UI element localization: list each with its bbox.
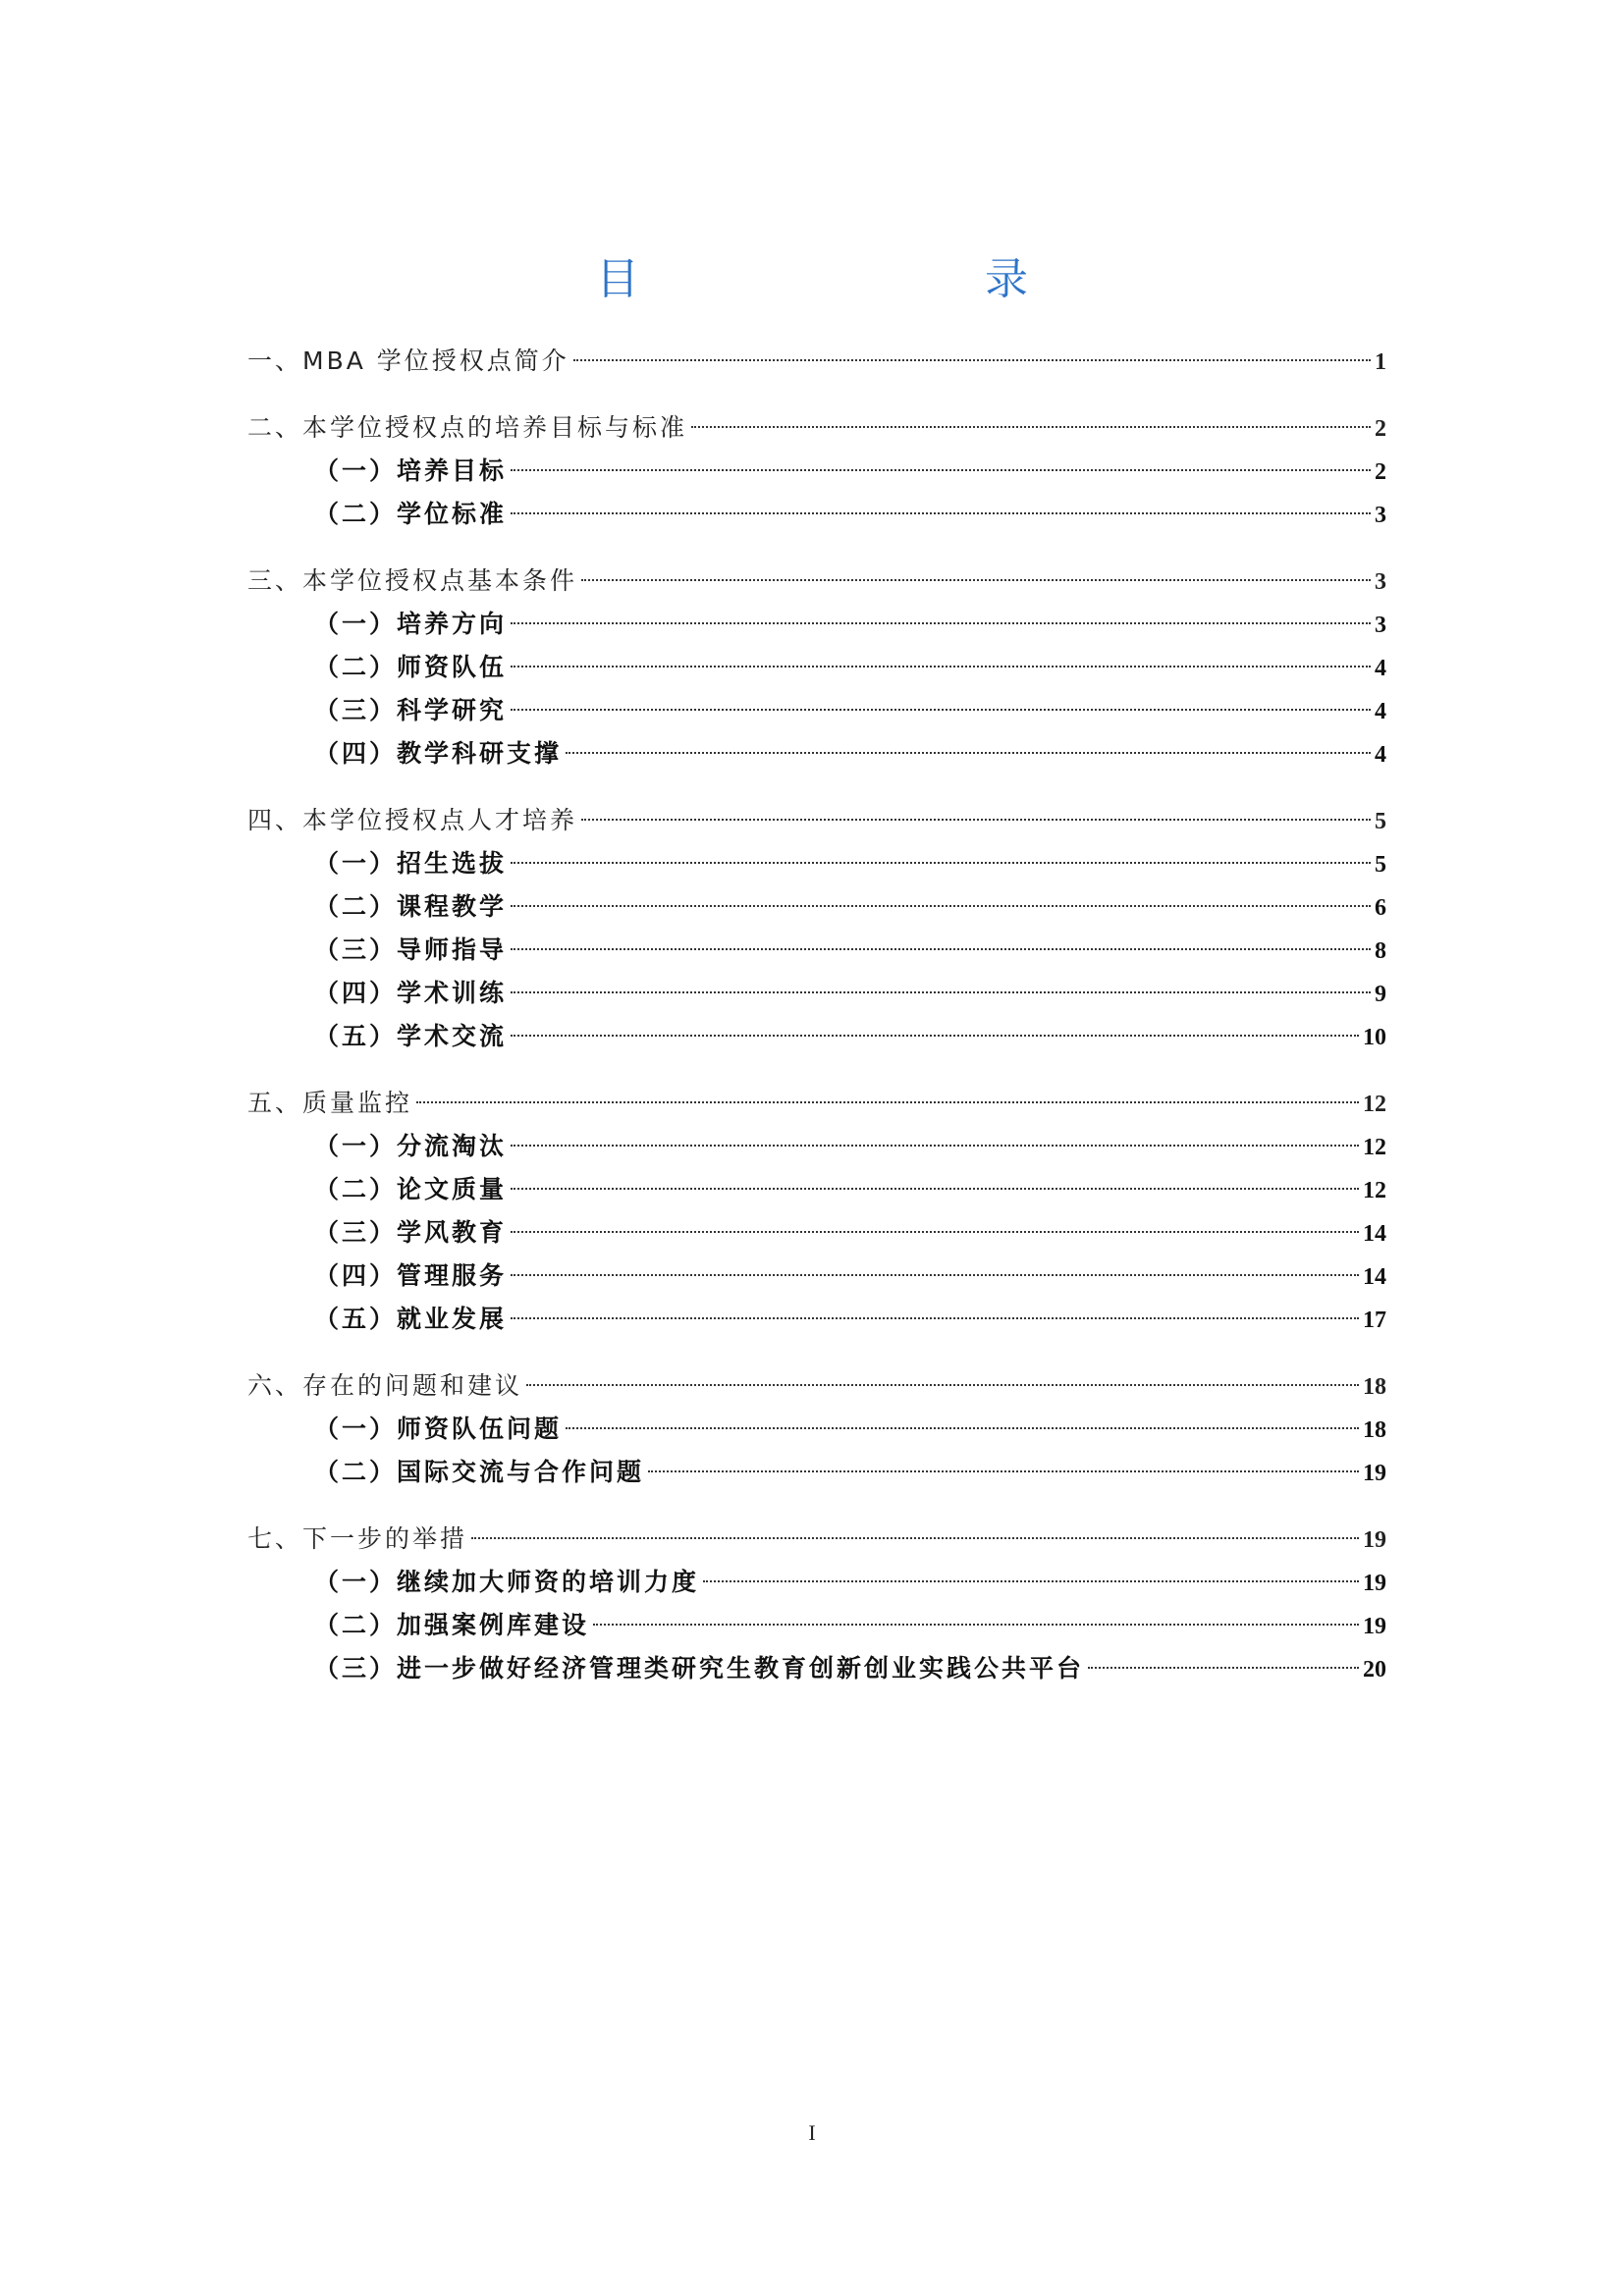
toc-entry-subsection[interactable] xyxy=(247,1125,1386,1168)
dot-leader xyxy=(511,1317,1359,1319)
toc-entry-label: （二）加强案例库建设 xyxy=(314,1611,590,1639)
toc-entry-label: （三）学风教育 xyxy=(314,1218,508,1247)
toc-entry-label: （三）科学研究 xyxy=(314,696,508,724)
toc-entry-subsection[interactable] xyxy=(247,1561,1386,1604)
toc-entry-page-number: 3 xyxy=(1375,569,1386,595)
toc-entry-subsection[interactable] xyxy=(247,1604,1386,1647)
toc-entry-label: 七、下一步的举措 xyxy=(247,1524,468,1553)
toc-entry-page-number: 19 xyxy=(1363,1571,1386,1596)
dot-leader xyxy=(471,1537,1359,1539)
dot-leader xyxy=(511,991,1371,993)
toc-title: 目 录 xyxy=(596,254,1114,304)
toc-section xyxy=(247,406,1386,536)
toc-entry-page-number: 18 xyxy=(1363,1417,1386,1443)
toc-entry-page-number: 3 xyxy=(1375,613,1386,638)
toc-entry-label: （四）学术训练 xyxy=(314,979,508,1007)
toc-entry-page-number: 1 xyxy=(1375,349,1386,375)
dot-leader xyxy=(593,1624,1359,1626)
toc-entry-label: （五）学术交流 xyxy=(314,1022,508,1050)
toc-entry-label: （二）课程教学 xyxy=(314,892,508,921)
toc-entry-label: 三、本学位授权点基本条件 xyxy=(247,566,578,595)
dot-leader xyxy=(648,1470,1359,1472)
dot-leader xyxy=(703,1580,1359,1582)
toc-entry-subsection[interactable] xyxy=(247,1015,1386,1058)
toc-entry-page-number: 19 xyxy=(1363,1527,1386,1553)
toc-entry-subsection[interactable] xyxy=(247,972,1386,1015)
dot-leader xyxy=(573,359,1371,361)
toc-entry-subsection[interactable] xyxy=(247,929,1386,972)
toc-entry-label: （三）进一步做好经济管理类研究生教育创新创业实践公共平台 xyxy=(314,1654,1085,1682)
toc-entry-subsection[interactable] xyxy=(247,732,1386,775)
page-number: I xyxy=(808,2120,816,2145)
toc-entry-subsection[interactable] xyxy=(247,842,1386,885)
toc-entry-subsection[interactable] xyxy=(247,1168,1386,1211)
toc-entry-subsection[interactable] xyxy=(247,646,1386,689)
toc-entry-label: （一）培养方向 xyxy=(314,610,508,638)
toc-entry-label: 二、本学位授权点的培养目标与标准 xyxy=(247,413,688,442)
toc-entry-page-number: 5 xyxy=(1375,809,1386,834)
toc-entry-label: （三）导师指导 xyxy=(314,935,508,964)
dot-leader xyxy=(511,512,1371,514)
toc-entry-label: （五）就业发展 xyxy=(314,1305,508,1333)
dot-leader xyxy=(416,1101,1359,1103)
toc-entry-page-number: 19 xyxy=(1363,1461,1386,1486)
toc-entry-section[interactable] xyxy=(247,1518,1386,1561)
toc-entry-label: 四、本学位授权点人才培养 xyxy=(247,806,578,834)
toc-entry-label: （一）继续加大师资的培训力度 xyxy=(314,1568,700,1596)
toc-entry-page-number: 4 xyxy=(1375,699,1386,724)
dot-leader xyxy=(511,905,1371,907)
dot-leader xyxy=(511,1188,1359,1190)
toc-entry-subsection[interactable] xyxy=(247,493,1386,536)
dot-leader xyxy=(1088,1667,1359,1669)
toc-entry-page-number: 3 xyxy=(1375,503,1386,528)
toc-entry-page-number: 17 xyxy=(1363,1308,1386,1333)
dot-leader xyxy=(581,579,1371,581)
dot-leader xyxy=(511,666,1371,667)
toc-entry-section[interactable] xyxy=(247,1364,1386,1408)
toc-entry-label: （一）培养目标 xyxy=(314,456,508,485)
toc-entry-page-number: 5 xyxy=(1375,852,1386,878)
toc-entry-label: （一）招生选拔 xyxy=(314,849,508,878)
dot-leader xyxy=(526,1384,1359,1386)
toc-entry-subsection[interactable] xyxy=(247,1255,1386,1298)
toc-entry-label: （二）学位标准 xyxy=(314,500,508,528)
toc-entry-subsection[interactable] xyxy=(247,1647,1386,1690)
toc-entry-page-number: 12 xyxy=(1363,1178,1386,1203)
toc-entry-label: （二）师资队伍 xyxy=(314,653,508,681)
toc-entry-page-number: 6 xyxy=(1375,895,1386,921)
toc-entry-page-number: 4 xyxy=(1375,656,1386,681)
dot-leader xyxy=(511,948,1371,950)
toc-entry-page-number: 4 xyxy=(1375,742,1386,768)
toc-entry-page-number: 2 xyxy=(1375,459,1386,485)
toc-entry-label: （二）国际交流与合作问题 xyxy=(314,1458,645,1486)
toc-entry-page-number: 19 xyxy=(1363,1614,1386,1639)
toc-section xyxy=(247,799,1386,1058)
toc-entry-page-number: 8 xyxy=(1375,938,1386,964)
toc-entry-label: （一）分流淘汰 xyxy=(314,1132,508,1160)
toc-entry-subsection[interactable] xyxy=(247,450,1386,493)
toc-entry-section[interactable] xyxy=(247,799,1386,842)
toc-entry-subsection[interactable] xyxy=(247,689,1386,732)
toc-entry-page-number: 12 xyxy=(1363,1135,1386,1160)
dot-leader xyxy=(511,1274,1359,1276)
dot-leader xyxy=(511,622,1371,624)
toc-entry-label: （四）管理服务 xyxy=(314,1261,508,1290)
dot-leader xyxy=(511,1231,1359,1233)
dot-leader xyxy=(691,426,1371,428)
toc-entry-page-number: 9 xyxy=(1375,982,1386,1007)
toc-entry-label: （四）教学科研支撑 xyxy=(314,739,563,768)
toc-section xyxy=(247,340,1386,383)
toc-section xyxy=(247,1364,1386,1494)
toc-entry-subsection[interactable] xyxy=(247,1451,1386,1494)
toc-entry-label: （一）师资队伍问题 xyxy=(314,1415,563,1443)
toc-entry-page-number: 14 xyxy=(1363,1264,1386,1290)
table-of-contents xyxy=(247,340,1386,1714)
dot-leader xyxy=(511,862,1371,864)
toc-entry-section[interactable] xyxy=(247,1082,1386,1125)
dot-leader xyxy=(511,709,1371,711)
toc-entry-page-number: 2 xyxy=(1375,416,1386,442)
toc-entry-label: 六、存在的问题和建议 xyxy=(247,1371,523,1400)
toc-entry-page-number: 12 xyxy=(1363,1092,1386,1117)
toc-section xyxy=(247,1518,1386,1690)
toc-entry-page-number: 18 xyxy=(1363,1374,1386,1400)
toc-entry-subsection[interactable] xyxy=(247,885,1386,929)
toc-entry-subsection[interactable] xyxy=(247,1408,1386,1451)
dot-leader xyxy=(566,752,1371,754)
toc-entry-label: （二）论文质量 xyxy=(314,1175,508,1203)
toc-entry-label: 五、质量监控 xyxy=(247,1089,413,1117)
toc-entry-page-number: 14 xyxy=(1363,1221,1386,1247)
toc-entry-label: 一、MBA 学位授权点简介 xyxy=(247,347,569,375)
dot-leader xyxy=(581,819,1371,821)
toc-entry-section[interactable] xyxy=(247,406,1386,450)
toc-entry-page-number: 20 xyxy=(1363,1657,1386,1682)
toc-entry-page-number: 10 xyxy=(1363,1025,1386,1050)
toc-entry-section[interactable] xyxy=(247,560,1386,603)
toc-section xyxy=(247,1082,1386,1341)
toc-entry-section[interactable] xyxy=(247,340,1386,383)
toc-section xyxy=(247,560,1386,775)
dot-leader xyxy=(511,1035,1359,1037)
dot-leader xyxy=(566,1427,1359,1429)
toc-entry-subsection[interactable] xyxy=(247,1211,1386,1255)
dot-leader xyxy=(511,469,1371,471)
dot-leader xyxy=(511,1145,1359,1147)
toc-entry-subsection[interactable] xyxy=(247,603,1386,646)
toc-entry-subsection[interactable] xyxy=(247,1298,1386,1341)
